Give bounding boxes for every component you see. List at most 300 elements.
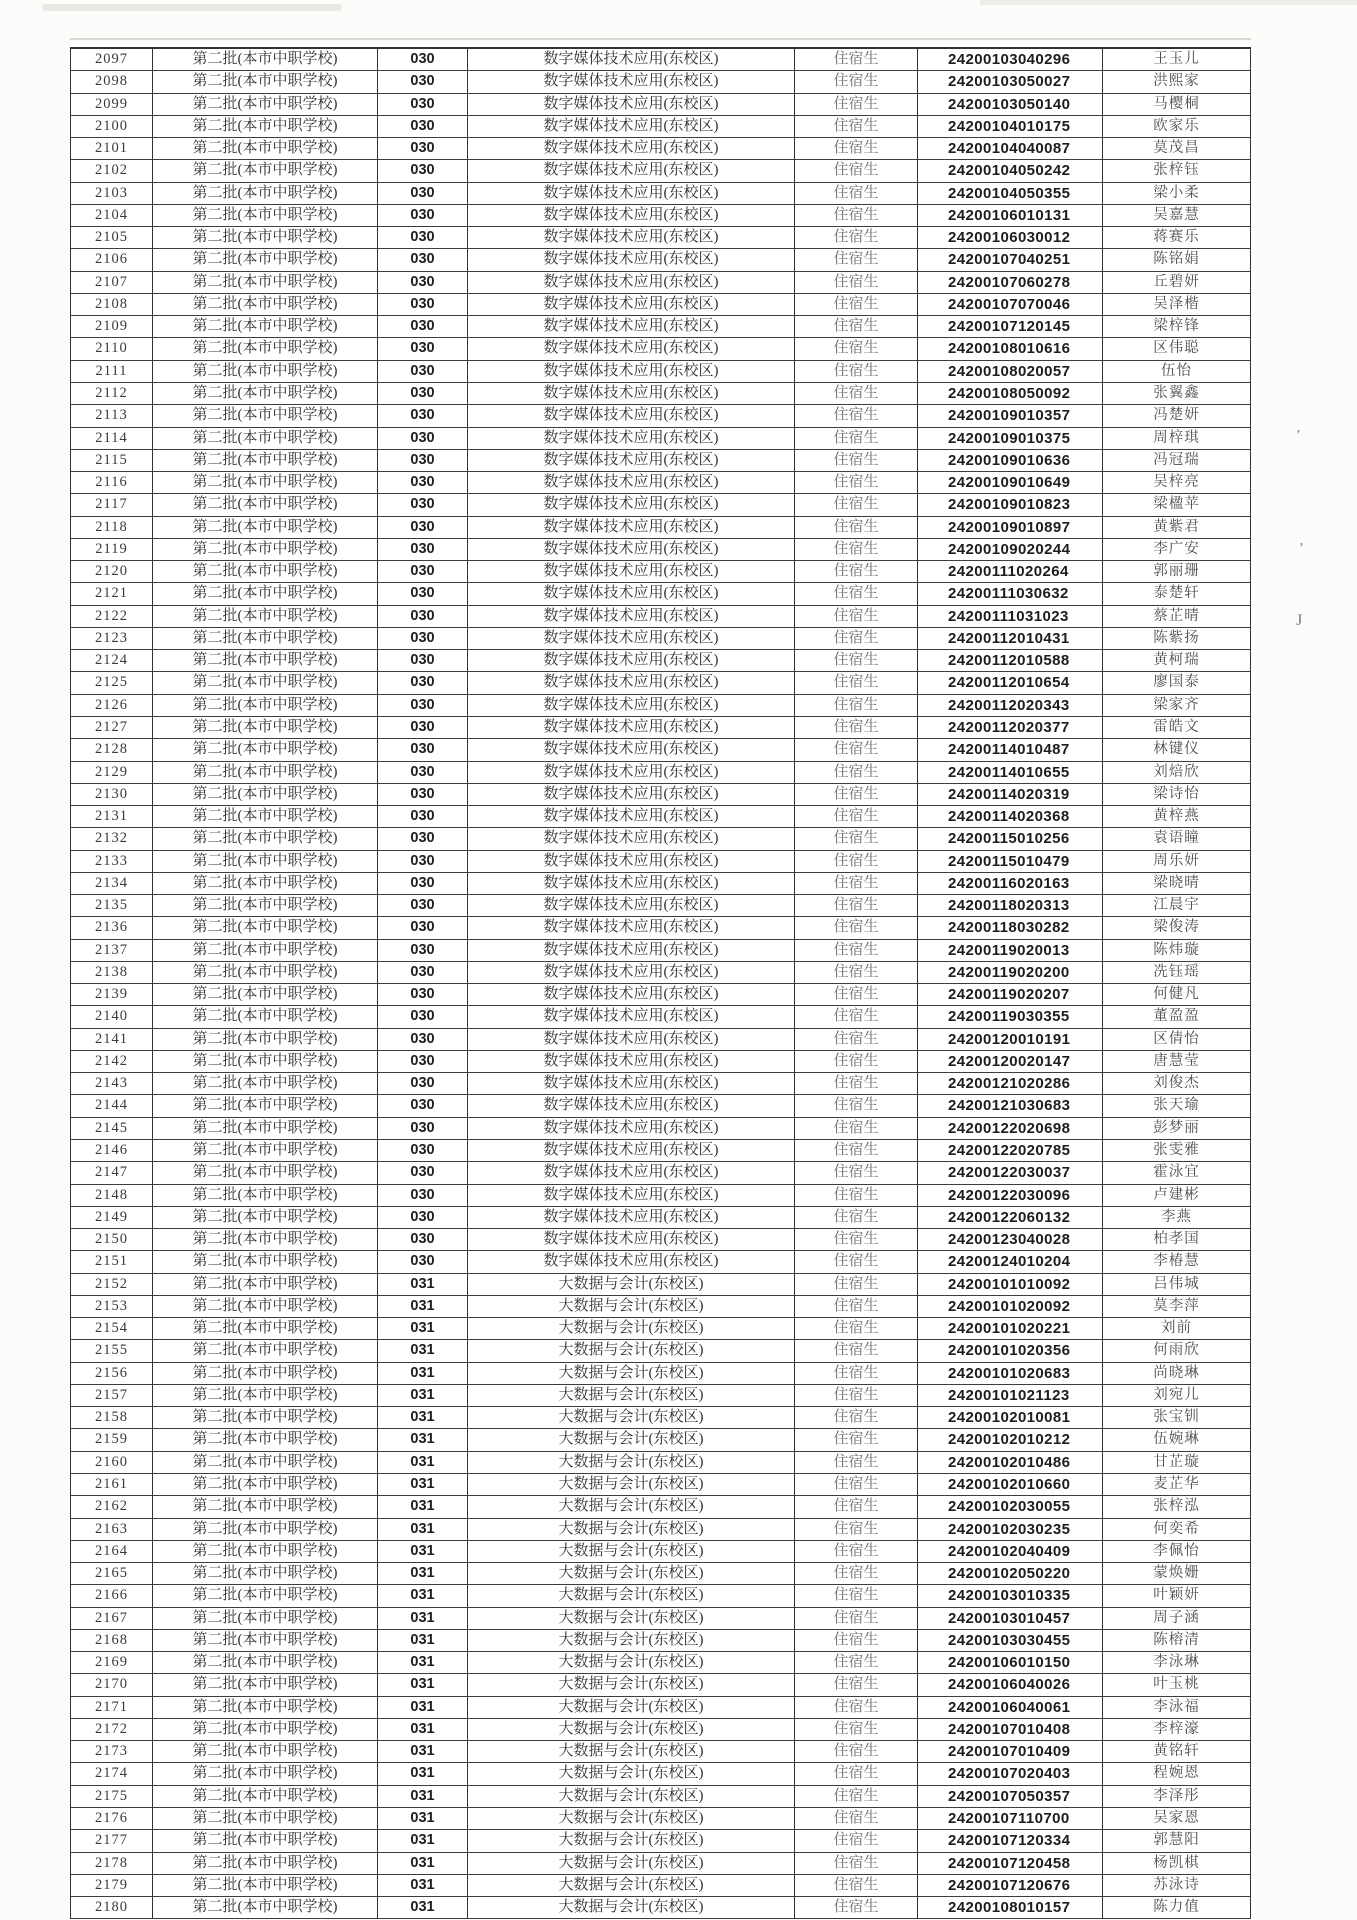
student-name-cell: 欧家乐 [1103, 116, 1251, 138]
major-code-cell: 030 [378, 717, 468, 739]
student-id-cell: 24200114010487 [918, 739, 1103, 761]
batch-cell: 第二批(本市中职学校) [153, 1474, 378, 1496]
student-name-cell: 吴梓亮 [1103, 472, 1251, 494]
seq-cell: 2178 [71, 1853, 153, 1875]
residency-cell: 住宿生 [795, 1630, 918, 1652]
residency-cell: 住宿生 [795, 672, 918, 694]
major-code-cell: 030 [378, 1185, 468, 1207]
student-name-cell: 梁梓锋 [1103, 316, 1251, 338]
major-code-cell: 031 [378, 1429, 468, 1451]
major-name-cell: 数字媒体技术应用(东校区) [468, 828, 795, 850]
batch-cell: 第二批(本市中职学校) [153, 1541, 378, 1563]
seq-cell: 2108 [71, 294, 153, 316]
residency-cell: 住宿生 [795, 294, 918, 316]
batch-cell: 第二批(本市中职学校) [153, 940, 378, 962]
seq-cell: 2102 [71, 160, 153, 182]
batch-cell: 第二批(本市中职学校) [153, 205, 378, 227]
student-id-cell: 24200103010457 [918, 1608, 1103, 1630]
student-id-cell: 24200103010335 [918, 1585, 1103, 1607]
student-id-cell: 24200109010897 [918, 517, 1103, 539]
major-name-cell: 数字媒体技术应用(东校区) [468, 628, 795, 650]
student-id-cell: 24200102030055 [918, 1496, 1103, 1518]
seq-cell: 2120 [71, 561, 153, 583]
major-name-cell: 大数据与会计(东校区) [468, 1897, 795, 1919]
student-name-cell: 蒋赛乐 [1103, 227, 1251, 249]
major-name-cell: 数字媒体技术应用(东校区) [468, 49, 795, 71]
student-id-cell: 24200106010150 [918, 1652, 1103, 1674]
scan-smudge-top-left [42, 4, 342, 11]
major-code-cell: 030 [378, 428, 468, 450]
student-name-cell: 柏孝国 [1103, 1229, 1251, 1251]
student-name-cell: 梁俊涛 [1103, 917, 1251, 939]
batch-cell: 第二批(本市中职学校) [153, 227, 378, 249]
student-name-cell: 丘碧妍 [1103, 272, 1251, 294]
student-name-cell: 陈铭娟 [1103, 249, 1251, 271]
seq-cell: 2126 [71, 695, 153, 717]
batch-cell: 第二批(本市中职学校) [153, 917, 378, 939]
major-name-cell: 数字媒体技术应用(东校区) [468, 94, 795, 116]
table-row [71, 1274, 1251, 1296]
table-row [71, 1340, 1251, 1362]
student-id-cell: 24200109010375 [918, 428, 1103, 450]
major-name-cell: 数字媒体技术应用(东校区) [468, 895, 795, 917]
major-name-cell: 数字媒体技术应用(东校区) [468, 784, 795, 806]
table-row [71, 717, 1251, 739]
major-code-cell: 031 [378, 1519, 468, 1541]
major-code-cell: 030 [378, 583, 468, 605]
major-code-cell: 030 [378, 895, 468, 917]
major-code-cell: 030 [378, 739, 468, 761]
major-name-cell: 大数据与会计(东校区) [468, 1786, 795, 1808]
table-row [71, 1608, 1251, 1630]
batch-cell: 第二批(本市中职学校) [153, 1162, 378, 1184]
seq-cell: 2175 [71, 1786, 153, 1808]
student-name-cell: 程婉恩 [1103, 1763, 1251, 1785]
seq-cell: 2160 [71, 1452, 153, 1474]
batch-cell: 第二批(本市中职学校) [153, 895, 378, 917]
seq-cell: 2146 [71, 1140, 153, 1162]
seq-cell: 2107 [71, 272, 153, 294]
batch-cell: 第二批(本市中职学校) [153, 183, 378, 205]
residency-cell: 住宿生 [795, 717, 918, 739]
major-code-cell: 030 [378, 1006, 468, 1028]
student-id-cell: 24200114020368 [918, 806, 1103, 828]
seq-cell: 2135 [71, 895, 153, 917]
residency-cell: 住宿生 [795, 583, 918, 605]
student-id-cell: 24200102010081 [918, 1407, 1103, 1429]
major-name-cell: 数字媒体技术应用(东校区) [468, 71, 795, 93]
student-id-cell: 24200102010212 [918, 1429, 1103, 1451]
major-code-cell: 031 [378, 1853, 468, 1875]
major-name-cell: 数字媒体技术应用(东校区) [468, 338, 795, 360]
student-id-cell: 24200104040087 [918, 138, 1103, 160]
student-name-cell: 莫李萍 [1103, 1296, 1251, 1318]
batch-cell: 第二批(本市中职学校) [153, 1741, 378, 1763]
major-name-cell: 数字媒体技术应用(东校区) [468, 762, 795, 784]
residency-cell: 住宿生 [795, 1363, 918, 1385]
batch-cell: 第二批(本市中职学校) [153, 828, 378, 850]
table-row [71, 272, 1251, 294]
residency-cell: 住宿生 [795, 1674, 918, 1696]
residency-cell: 住宿生 [795, 383, 918, 405]
batch-cell: 第二批(本市中职学校) [153, 583, 378, 605]
major-code-cell: 030 [378, 227, 468, 249]
batch-cell: 第二批(本市中职学校) [153, 1630, 378, 1652]
student-name-cell: 陈榕清 [1103, 1630, 1251, 1652]
major-name-cell: 大数据与会计(东校区) [468, 1697, 795, 1719]
student-id-cell: 24200106010131 [918, 205, 1103, 227]
batch-cell: 第二批(本市中职学校) [153, 1452, 378, 1474]
major-code-cell: 030 [378, 316, 468, 338]
major-code-cell: 030 [378, 1251, 468, 1273]
student-name-cell: 梁诗怡 [1103, 784, 1251, 806]
major-name-cell: 数字媒体技术应用(东校区) [468, 383, 795, 405]
student-id-cell: 24200101021123 [918, 1385, 1103, 1407]
major-name-cell: 大数据与会计(东校区) [468, 1808, 795, 1830]
major-code-cell: 030 [378, 828, 468, 850]
table-row [71, 1162, 1251, 1184]
table-row [71, 828, 1251, 850]
table-row [71, 1652, 1251, 1674]
seq-cell: 2114 [71, 428, 153, 450]
residency-cell: 住宿生 [795, 984, 918, 1006]
residency-cell: 住宿生 [795, 1853, 918, 1875]
major-code-cell: 030 [378, 1073, 468, 1095]
table-row [71, 249, 1251, 271]
major-name-cell: 大数据与会计(东校区) [468, 1474, 795, 1496]
major-code-cell: 030 [378, 272, 468, 294]
student-name-cell: 黄梓燕 [1103, 806, 1251, 828]
major-code-cell: 031 [378, 1875, 468, 1897]
major-code-cell: 031 [378, 1563, 468, 1585]
student-name-cell: 甘芷璇 [1103, 1452, 1251, 1474]
residency-cell: 住宿生 [795, 49, 918, 71]
seq-cell: 2151 [71, 1251, 153, 1273]
major-code-cell: 030 [378, 695, 468, 717]
student-name-cell: 何奕希 [1103, 1519, 1251, 1541]
residency-cell: 住宿生 [795, 494, 918, 516]
major-name-cell: 数字媒体技术应用(东校区) [468, 405, 795, 427]
major-code-cell: 030 [378, 873, 468, 895]
batch-cell: 第二批(本市中职学校) [153, 962, 378, 984]
table-row [71, 227, 1251, 249]
student-name-cell: 刘宛儿 [1103, 1385, 1251, 1407]
seq-cell: 2106 [71, 249, 153, 271]
seq-cell: 2157 [71, 1385, 153, 1407]
major-code-cell: 030 [378, 138, 468, 160]
student-id-cell: 24200115010479 [918, 851, 1103, 873]
table-row [71, 1585, 1251, 1607]
batch-cell: 第二批(本市中职学校) [153, 517, 378, 539]
major-code-cell: 030 [378, 650, 468, 672]
student-id-cell: 24200122030037 [918, 1162, 1103, 1184]
table-row [71, 1541, 1251, 1563]
student-id-cell: 24200108010157 [918, 1897, 1103, 1919]
major-name-cell: 数字媒体技术应用(东校区) [468, 1185, 795, 1207]
seq-cell: 2132 [71, 828, 153, 850]
table-row [71, 784, 1251, 806]
student-name-cell: 杨凯棋 [1103, 1853, 1251, 1875]
table-row [71, 1185, 1251, 1207]
student-id-cell: 24200107050357 [918, 1786, 1103, 1808]
batch-cell: 第二批(本市中职学校) [153, 1897, 378, 1919]
table-row [71, 1251, 1251, 1273]
major-name-cell: 大数据与会计(东校区) [468, 1719, 795, 1741]
student-name-cell: 霍泳宜 [1103, 1162, 1251, 1184]
major-code-cell: 031 [378, 1741, 468, 1763]
seq-cell: 2164 [71, 1541, 153, 1563]
major-name-cell: 大数据与会计(东校区) [468, 1741, 795, 1763]
major-name-cell: 数字媒体技术应用(东校区) [468, 561, 795, 583]
scan-smudge-top-right [980, 0, 1357, 5]
major-name-cell: 数字媒体技术应用(东校区) [468, 1251, 795, 1273]
student-id-cell: 24200122020698 [918, 1118, 1103, 1140]
major-code-cell: 031 [378, 1786, 468, 1808]
student-id-cell: 24200122060132 [918, 1207, 1103, 1229]
table-row [71, 1674, 1251, 1696]
student-id-cell: 24200111031023 [918, 606, 1103, 628]
major-code-cell: 030 [378, 1229, 468, 1251]
major-name-cell: 大数据与会计(东校区) [468, 1541, 795, 1563]
batch-cell: 第二批(本市中职学校) [153, 628, 378, 650]
scan-artifact-3: J [1296, 612, 1303, 629]
major-name-cell: 数字媒体技术应用(东校区) [468, 583, 795, 605]
student-name-cell: 陈炜璇 [1103, 940, 1251, 962]
seq-cell: 2099 [71, 94, 153, 116]
batch-cell: 第二批(本市中职学校) [153, 472, 378, 494]
major-code-cell: 030 [378, 116, 468, 138]
major-name-cell: 大数据与会计(东校区) [468, 1674, 795, 1696]
student-name-cell: 李泽彤 [1103, 1786, 1251, 1808]
major-code-cell: 031 [378, 1496, 468, 1518]
student-id-cell: 24200103040296 [918, 49, 1103, 71]
student-id-cell: 24200119030355 [918, 1006, 1103, 1028]
batch-cell: 第二批(本市中职学校) [153, 49, 378, 71]
student-name-cell: 蒙焕姗 [1103, 1563, 1251, 1585]
batch-cell: 第二批(本市中职学校) [153, 1875, 378, 1897]
seq-cell: 2153 [71, 1296, 153, 1318]
major-code-cell: 031 [378, 1541, 468, 1563]
major-code-cell: 030 [378, 205, 468, 227]
major-name-cell: 大数据与会计(东校区) [468, 1763, 795, 1785]
residency-cell: 住宿生 [795, 1029, 918, 1051]
student-name-cell: 李椿慧 [1103, 1251, 1251, 1273]
student-name-cell: 王玉儿 [1103, 49, 1251, 71]
major-code-cell: 030 [378, 405, 468, 427]
major-name-cell: 数字媒体技术应用(东校区) [468, 1118, 795, 1140]
batch-cell: 第二批(本市中职学校) [153, 539, 378, 561]
table-row [71, 1407, 1251, 1429]
seq-cell: 2127 [71, 717, 153, 739]
major-code-cell: 030 [378, 338, 468, 360]
student-id-cell: 24200107010408 [918, 1719, 1103, 1741]
major-name-cell: 数字媒体技术应用(东校区) [468, 606, 795, 628]
residency-cell: 住宿生 [795, 472, 918, 494]
seq-cell: 2128 [71, 739, 153, 761]
major-code-cell: 030 [378, 539, 468, 561]
table-row [71, 1051, 1251, 1073]
table-row [71, 116, 1251, 138]
seq-cell: 2166 [71, 1585, 153, 1607]
batch-cell: 第二批(本市中职学校) [153, 851, 378, 873]
seq-cell: 2101 [71, 138, 153, 160]
major-name-cell: 数字媒体技术应用(东校区) [468, 1207, 795, 1229]
table-row [71, 1229, 1251, 1251]
seq-cell: 2161 [71, 1474, 153, 1496]
batch-cell: 第二批(本市中职学校) [153, 1006, 378, 1028]
seq-cell: 2179 [71, 1875, 153, 1897]
table-row [71, 650, 1251, 672]
student-name-cell: 伍怡 [1103, 361, 1251, 383]
batch-cell: 第二批(本市中职学校) [153, 1140, 378, 1162]
student-name-cell: 梁楹苹 [1103, 494, 1251, 516]
residency-cell: 住宿生 [795, 1207, 918, 1229]
residency-cell: 住宿生 [795, 940, 918, 962]
student-name-cell: 黄柯瑞 [1103, 650, 1251, 672]
major-name-cell: 数字媒体技术应用(东校区) [468, 450, 795, 472]
student-name-cell: 梁小柔 [1103, 183, 1251, 205]
table-row [71, 672, 1251, 694]
student-name-cell: 雷皓文 [1103, 717, 1251, 739]
major-name-cell: 大数据与会计(东校区) [468, 1608, 795, 1630]
seq-cell: 2156 [71, 1363, 153, 1385]
major-name-cell: 大数据与会计(东校区) [468, 1496, 795, 1518]
student-name-cell: 唐慧莹 [1103, 1051, 1251, 1073]
student-id-cell: 24200109010357 [918, 405, 1103, 427]
seq-cell: 2118 [71, 517, 153, 539]
residency-cell: 住宿生 [795, 695, 918, 717]
student-id-cell: 24200107120458 [918, 1853, 1103, 1875]
scan-artifact-1: ’ [1296, 428, 1301, 443]
student-id-cell: 24200107020403 [918, 1763, 1103, 1785]
student-name-cell: 洪熙家 [1103, 71, 1251, 93]
major-name-cell: 数字媒体技术应用(东校区) [468, 249, 795, 271]
seq-cell: 2113 [71, 405, 153, 427]
residency-cell: 住宿生 [795, 94, 918, 116]
batch-cell: 第二批(本市中职学校) [153, 1185, 378, 1207]
student-id-cell: 24200106030012 [918, 227, 1103, 249]
student-id-cell: 24200101020683 [918, 1363, 1103, 1385]
major-name-cell: 数字媒体技术应用(东校区) [468, 272, 795, 294]
major-name-cell: 大数据与会计(东校区) [468, 1385, 795, 1407]
student-id-cell: 24200124010204 [918, 1251, 1103, 1273]
student-name-cell: 陈紫扬 [1103, 628, 1251, 650]
seq-cell: 2150 [71, 1229, 153, 1251]
residency-cell: 住宿生 [795, 1385, 918, 1407]
batch-cell: 第二批(本市中职学校) [153, 1251, 378, 1273]
student-name-cell: 陈力值 [1103, 1897, 1251, 1919]
major-name-cell: 数字媒体技术应用(东校区) [468, 962, 795, 984]
table-row [71, 1363, 1251, 1385]
student-name-cell: 麦芷华 [1103, 1474, 1251, 1496]
batch-cell: 第二批(本市中职学校) [153, 428, 378, 450]
seq-cell: 2121 [71, 583, 153, 605]
major-name-cell: 大数据与会计(东校区) [468, 1318, 795, 1340]
residency-cell: 住宿生 [795, 1496, 918, 1518]
student-name-cell: 何健凡 [1103, 984, 1251, 1006]
student-id-cell: 24200114020319 [918, 784, 1103, 806]
major-name-cell: 大数据与会计(东校区) [468, 1407, 795, 1429]
batch-cell: 第二批(本市中职学校) [153, 383, 378, 405]
scan-artifact-2: ’ [1299, 541, 1304, 556]
table-row [71, 1808, 1251, 1830]
seq-cell: 2122 [71, 606, 153, 628]
residency-cell: 住宿生 [795, 1763, 918, 1785]
table-row [71, 806, 1251, 828]
seq-cell: 2112 [71, 383, 153, 405]
table-row [71, 695, 1251, 717]
seq-cell: 2115 [71, 450, 153, 472]
major-name-cell: 大数据与会计(东校区) [468, 1340, 795, 1362]
residency-cell: 住宿生 [795, 428, 918, 450]
student-id-cell: 24200101020092 [918, 1296, 1103, 1318]
residency-cell: 住宿生 [795, 183, 918, 205]
batch-cell: 第二批(本市中职学校) [153, 94, 378, 116]
residency-cell: 住宿生 [795, 1185, 918, 1207]
table-row [71, 1875, 1251, 1897]
student-name-cell: 郭丽珊 [1103, 561, 1251, 583]
batch-cell: 第二批(本市中职学校) [153, 1340, 378, 1362]
seq-cell: 2139 [71, 984, 153, 1006]
batch-cell: 第二批(本市中职学校) [153, 1674, 378, 1696]
student-id-cell: 24200108010616 [918, 338, 1103, 360]
major-name-cell: 数字媒体技术应用(东校区) [468, 205, 795, 227]
residency-cell: 住宿生 [795, 1585, 918, 1607]
student-id-cell: 24200121020286 [918, 1073, 1103, 1095]
student-id-cell: 24200115010256 [918, 828, 1103, 850]
table-row [71, 428, 1251, 450]
batch-cell: 第二批(本市中职学校) [153, 695, 378, 717]
student-name-cell: 周子涵 [1103, 1608, 1251, 1630]
student-name-cell: 区倩怡 [1103, 1029, 1251, 1051]
student-id-cell: 24200112020343 [918, 695, 1103, 717]
student-name-cell: 张翼鑫 [1103, 383, 1251, 405]
major-code-cell: 030 [378, 628, 468, 650]
major-code-cell: 031 [378, 1630, 468, 1652]
residency-cell: 住宿生 [795, 1229, 918, 1251]
batch-cell: 第二批(本市中职学校) [153, 361, 378, 383]
residency-cell: 住宿生 [795, 361, 918, 383]
student-id-cell: 24200102010486 [918, 1452, 1103, 1474]
student-id-cell: 24200122030096 [918, 1185, 1103, 1207]
seq-cell: 2143 [71, 1073, 153, 1095]
major-code-cell: 030 [378, 806, 468, 828]
residency-cell: 住宿生 [795, 650, 918, 672]
seq-cell: 2162 [71, 1496, 153, 1518]
table-row [71, 895, 1251, 917]
seq-cell: 2134 [71, 873, 153, 895]
table-row [71, 1118, 1251, 1140]
table-row [71, 1719, 1251, 1741]
major-code-cell: 030 [378, 361, 468, 383]
residency-cell: 住宿生 [795, 1073, 918, 1095]
major-name-cell: 数字媒体技术应用(东校区) [468, 984, 795, 1006]
student-name-cell: 吴家恩 [1103, 1808, 1251, 1830]
major-name-cell: 大数据与会计(东校区) [468, 1296, 795, 1318]
major-code-cell: 030 [378, 494, 468, 516]
residency-cell: 住宿生 [795, 1051, 918, 1073]
residency-cell: 住宿生 [795, 1808, 918, 1830]
records-table [70, 47, 1251, 1919]
student-name-cell: 卢建彬 [1103, 1185, 1251, 1207]
major-code-cell: 030 [378, 1029, 468, 1051]
batch-cell: 第二批(本市中职学校) [153, 1496, 378, 1518]
residency-cell: 住宿生 [795, 1318, 918, 1340]
residency-cell: 住宿生 [795, 1563, 918, 1585]
residency-cell: 住宿生 [795, 628, 918, 650]
student-name-cell: 袁语瞳 [1103, 828, 1251, 850]
student-id-cell: 24200107110700 [918, 1808, 1103, 1830]
